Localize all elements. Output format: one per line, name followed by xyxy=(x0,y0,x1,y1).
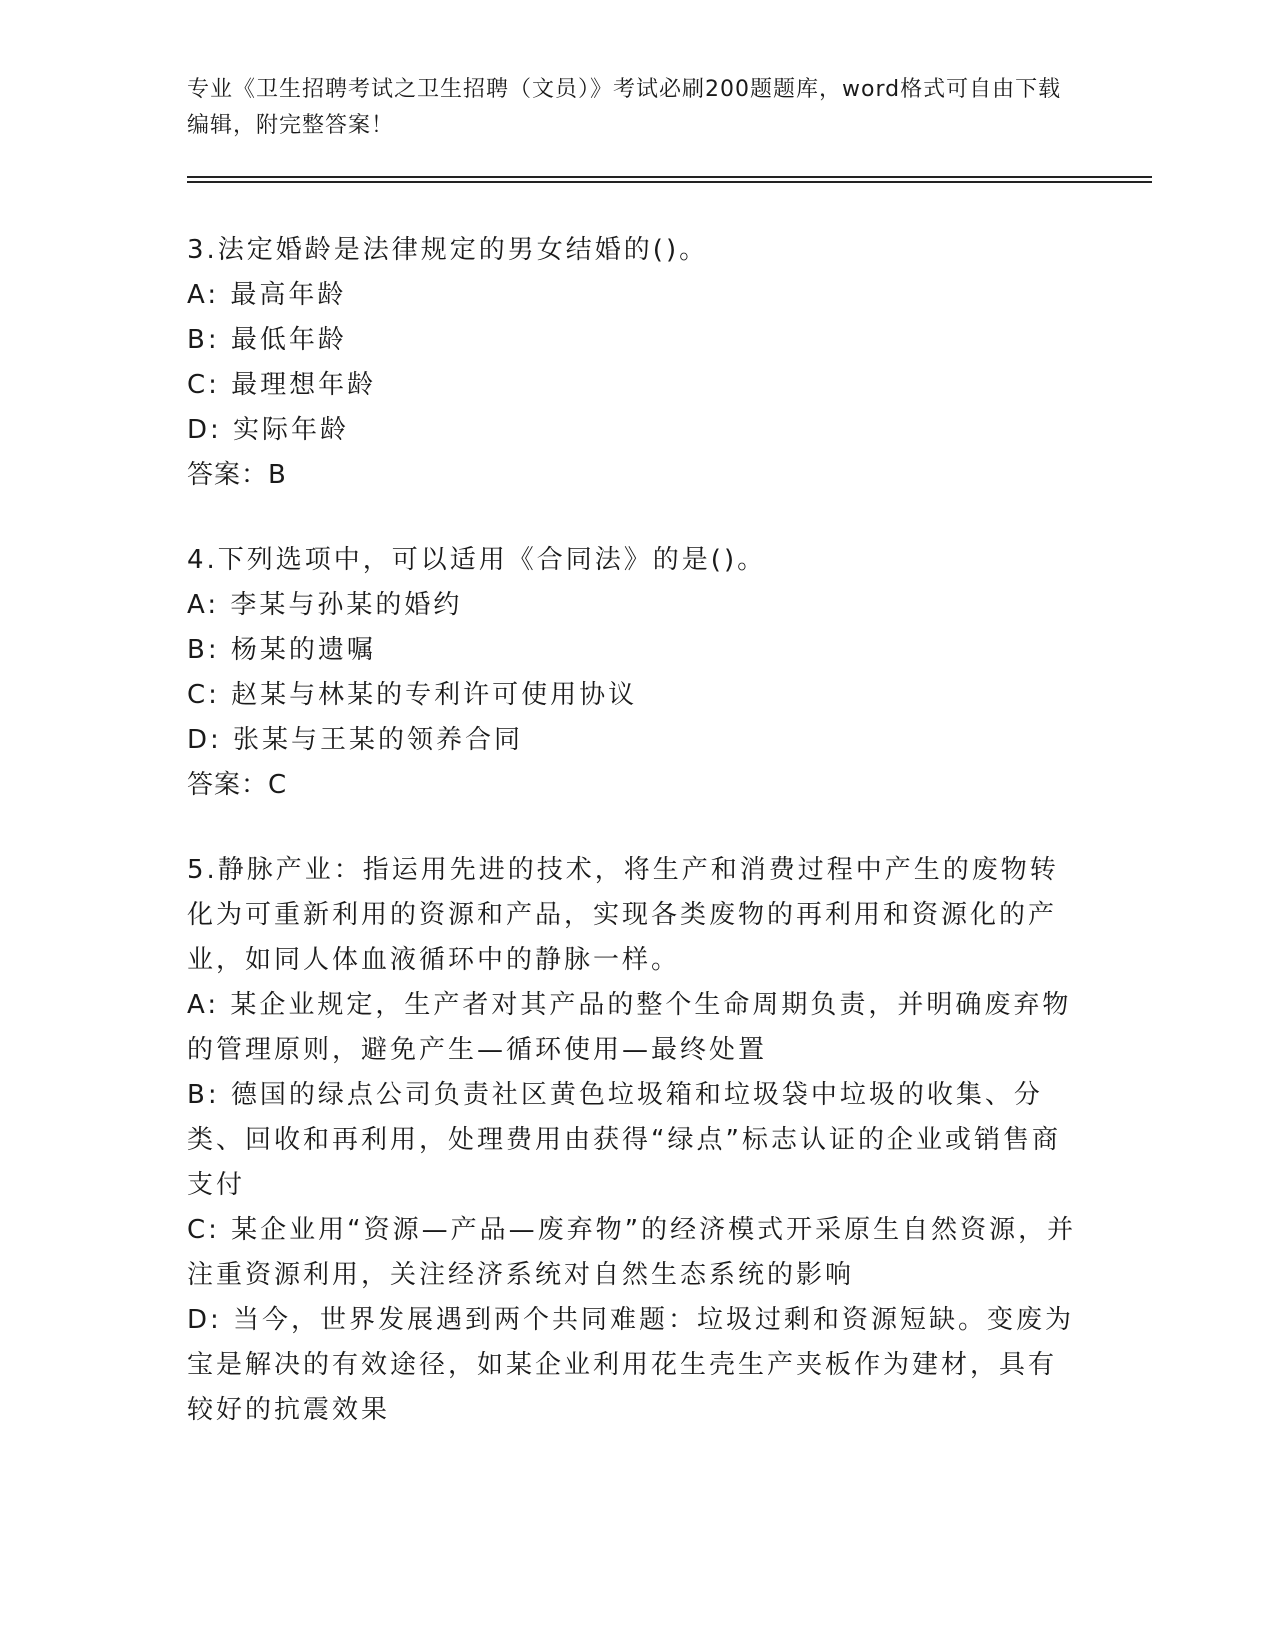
answer-label: 答案：B xyxy=(187,460,287,490)
option-c: C: 赵某与林某的专利许可使用协议 xyxy=(187,680,638,710)
option-c: C: 最理想年龄 xyxy=(187,370,377,400)
question-stem: 4.下列选项中，可以适用《合同法》的是()。 xyxy=(187,545,767,575)
question-3 xyxy=(187,228,1077,498)
question-stem: 3.法定婚龄是法律规定的男女结婚的()。 xyxy=(187,235,709,265)
question-4 xyxy=(187,538,1077,808)
option-a: A: 某企业规定，生产者对其产品的整个生命周期负责，并明确废弃物的管理原则，避免产生—循环使用—最终处置 xyxy=(187,990,1072,1065)
option-a: A: 李某与孙某的婚约 xyxy=(187,590,463,620)
option-d: D: 张某与王某的领养合同 xyxy=(187,725,524,755)
header-divider-bottom xyxy=(187,181,1152,183)
questions-list xyxy=(187,228,1077,1473)
option-d: D: 当今，世界发展遇到两个共同难题：垃圾过剩和资源短缺。变废为宝是解决的有效途径，如某企业利用花生壳生产夹板作为建材，具有较好的抗震效果 xyxy=(187,1305,1075,1425)
document-header: 专业《卫生招聘考试之卫生招聘（文员）》考试必刷200题题库，word格式可自由下载编辑，附完整答案！ xyxy=(187,77,1062,138)
option-b: B: 最低年龄 xyxy=(187,325,347,355)
option-d: D: 实际年龄 xyxy=(187,415,350,445)
answer-label: 答案：C xyxy=(187,770,288,800)
question-stem: 5.静脉产业：指运用先进的技术，将生产和消费过程中产生的废物转化为可重新利用的资源和产品，实现各类废物的再利用和资源化的产业，如同人体血液循环中的静脉一样。 xyxy=(187,855,1059,975)
option-c: C: 某企业用“资源—产品—废弃物”的经济模式开采原生自然资源，并注重资源利用，关注经济系统对自然生态系统的影响 xyxy=(187,1215,1077,1290)
header-divider-top xyxy=(187,176,1152,178)
question-5 xyxy=(187,848,1077,1433)
option-b: B: 德国的绿点公司负责社区黄色垃圾箱和垃圾袋中垃圾的收集、分类、回收和再利用，处理费用由获得“绿点”标志认证的企业或销售商支付 xyxy=(187,1080,1061,1200)
option-a: A: 最高年龄 xyxy=(187,280,347,310)
option-b: B: 杨某的遗嘱 xyxy=(187,635,376,665)
